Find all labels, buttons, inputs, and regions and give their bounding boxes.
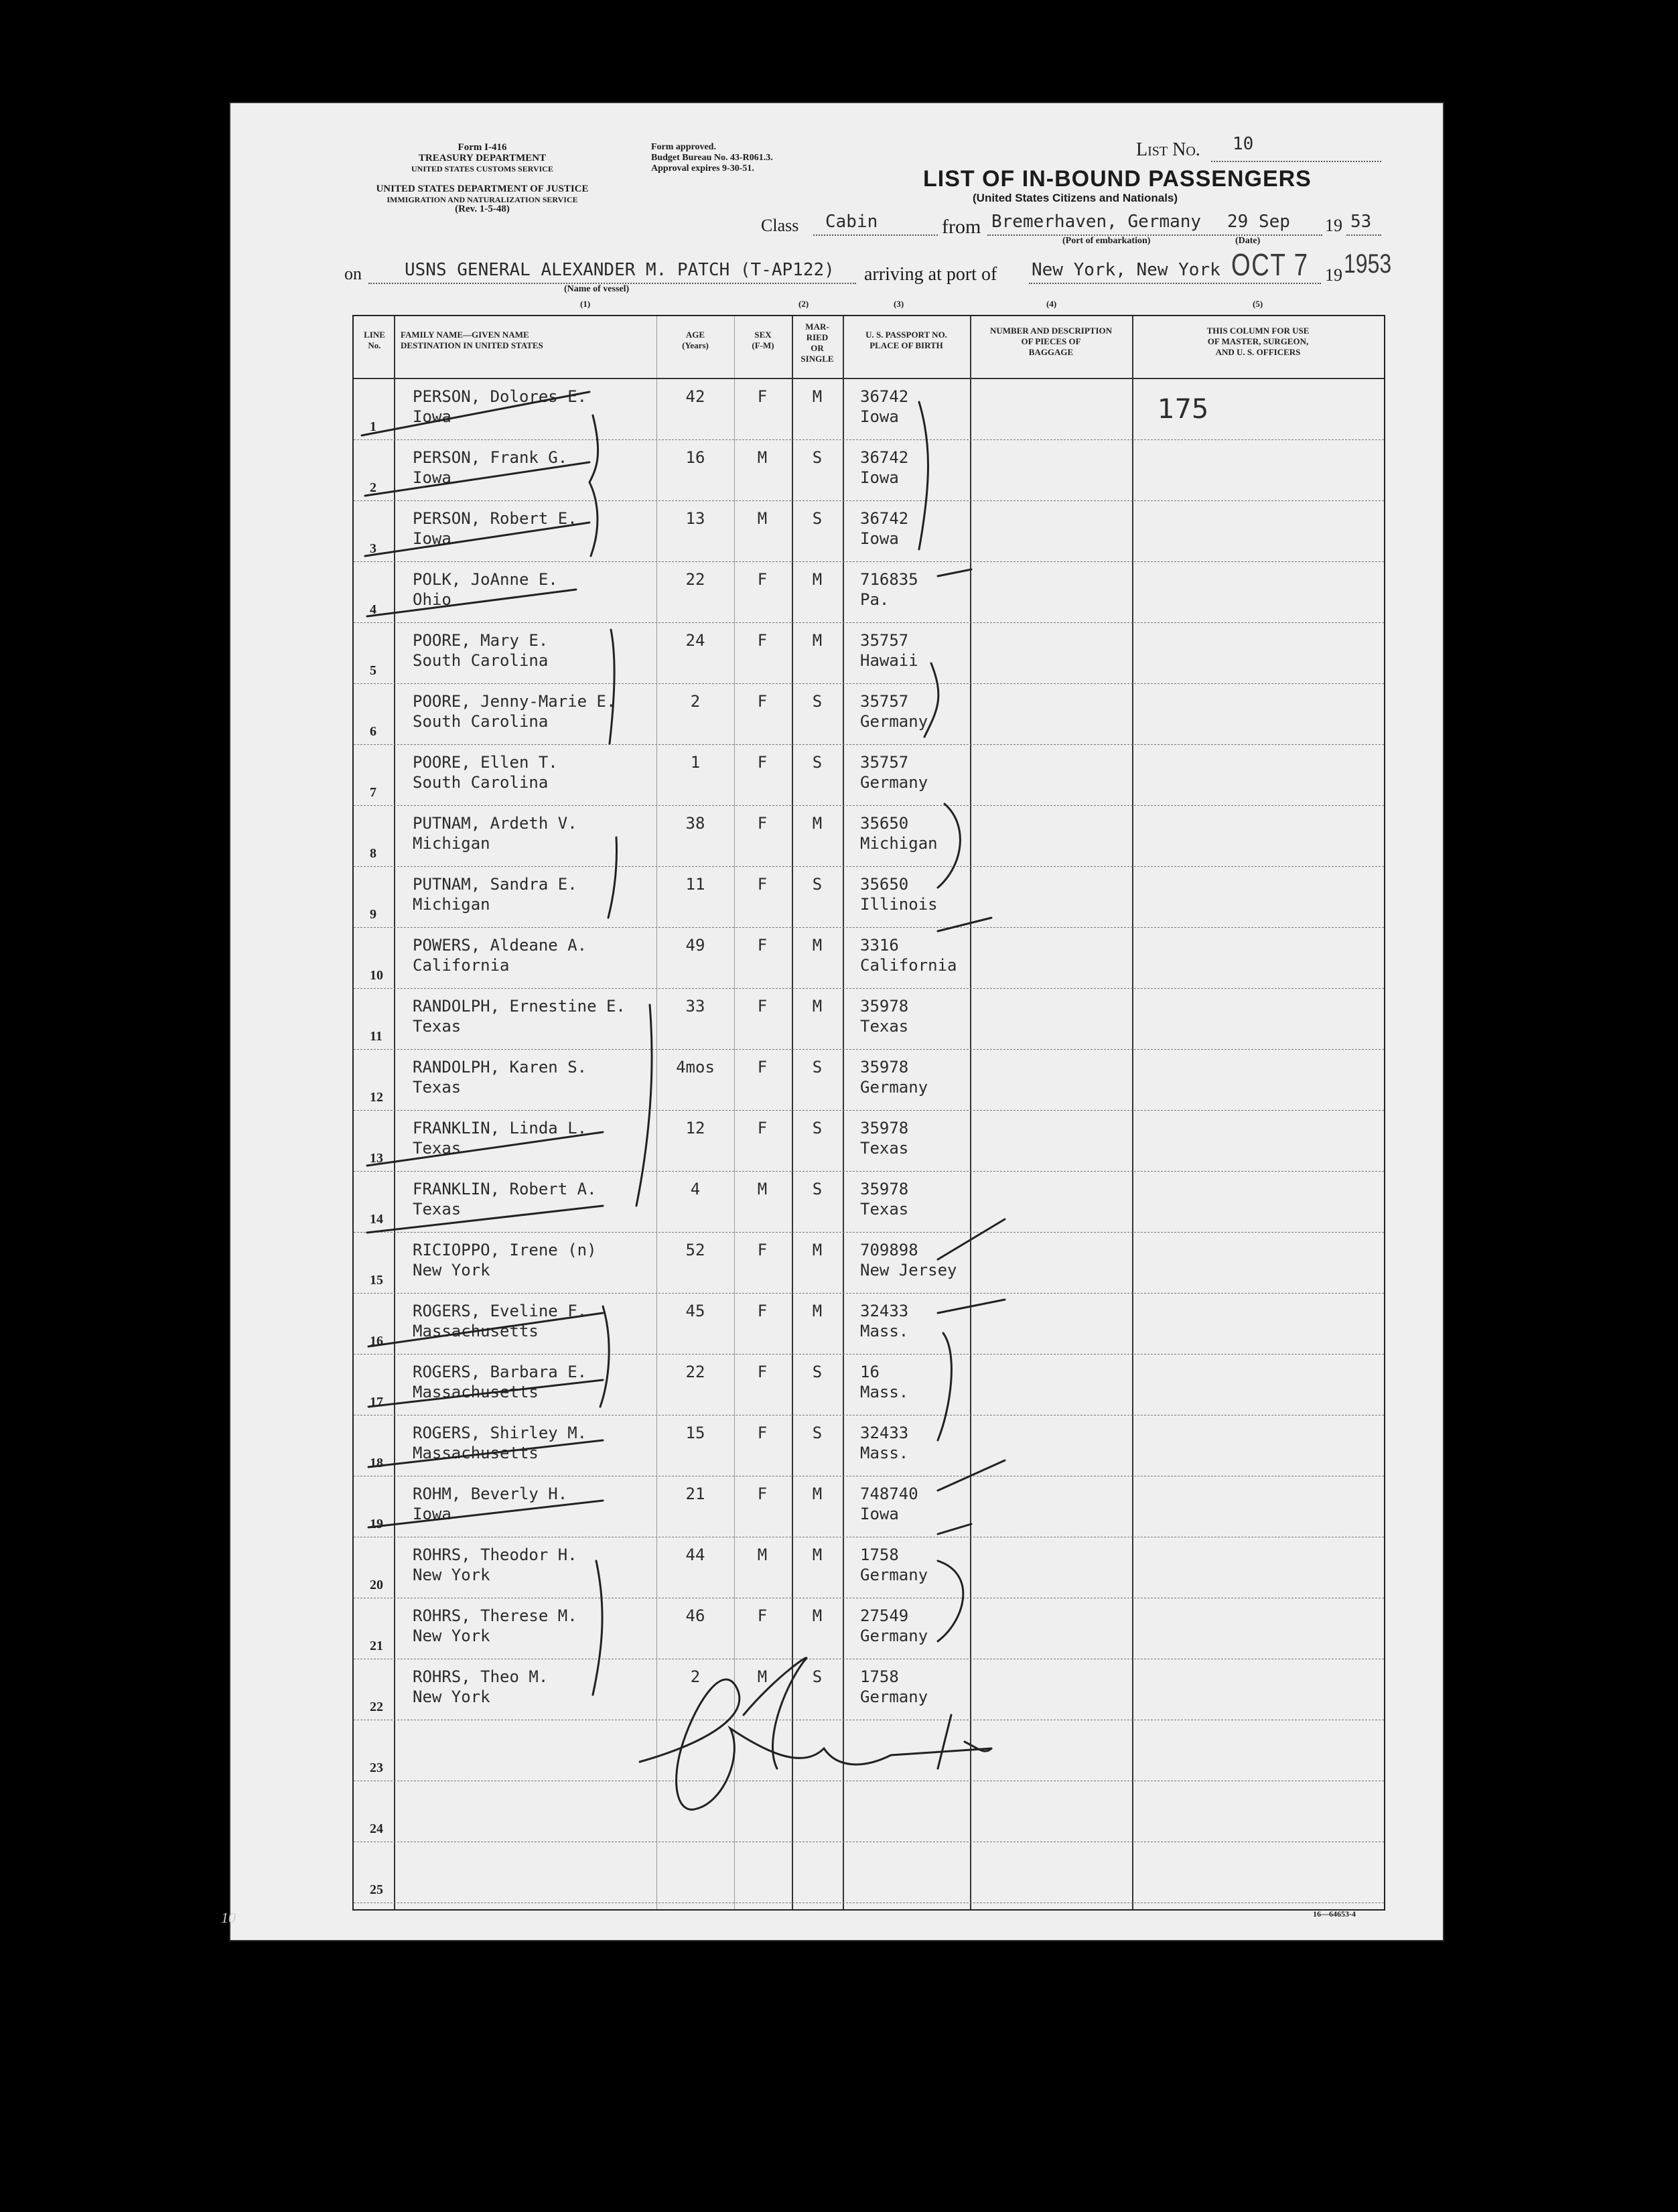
passenger-name: PERSON, Robert E. (413, 509, 577, 528)
from-value: Bremerhaven, Germany (991, 212, 1202, 232)
list-no-value: 10 (1233, 134, 1254, 154)
passenger-sex: F (757, 1241, 768, 1259)
table-row (354, 684, 1384, 744)
line-number: 18 (370, 1456, 383, 1470)
line-number: 11 (370, 1029, 382, 1044)
passenger-destination: Michigan (413, 834, 490, 853)
passport-number: 709898 (860, 1241, 918, 1259)
table-row (354, 1111, 1384, 1171)
revision: (Rev. 1-5-48) (455, 204, 510, 214)
passenger-age: 45 (685, 1302, 705, 1320)
passenger-destination: South Carolina (413, 712, 549, 731)
line-number: 9 (370, 907, 376, 922)
passport-number: 35978 (860, 1180, 909, 1198)
table-row (354, 1720, 1384, 1781)
passenger-sex: F (757, 753, 768, 772)
passport-number: 35978 (860, 1058, 909, 1077)
passenger-destination: Massachusetts (413, 1383, 539, 1401)
passenger-destination: Massachusetts (413, 1322, 539, 1340)
table-row (354, 623, 1384, 683)
passport-number: 35757 (860, 692, 909, 711)
place-of-birth: Texas (860, 1139, 909, 1158)
passenger-sex: F (757, 1363, 768, 1381)
place-of-birth: Germany (860, 1078, 928, 1097)
passenger-destination: Texas (413, 1017, 462, 1036)
passenger-destination: New York (413, 1687, 490, 1706)
form-approved: Form approved. (651, 142, 716, 152)
table-row (354, 562, 1384, 622)
table-row (354, 1476, 1384, 1537)
line-number: 7 (370, 785, 376, 800)
passenger-age: 13 (685, 509, 705, 528)
passport-number: 1758 (860, 1667, 899, 1686)
line-number: 13 (370, 1151, 383, 1166)
arriving-label: arriving at port of (864, 264, 997, 285)
place-of-birth: Iowa (860, 468, 899, 487)
passenger-age: 1 (690, 753, 701, 772)
passenger-age: 4mos (676, 1058, 715, 1077)
passenger-name: PUTNAM, Sandra E. (413, 875, 577, 894)
justice-dept: UNITED STATES DEPARTMENT OF JUSTICE (376, 184, 589, 194)
passenger-age: 2 (690, 692, 701, 711)
passenger-destination: South Carolina (413, 651, 549, 670)
passport-number: 36742 (860, 448, 909, 467)
passenger-name: POORE, Jenny-Marie E. (413, 692, 616, 711)
passenger-age: 2 (690, 1667, 701, 1686)
passenger-sex: F (757, 1058, 768, 1077)
table-row (354, 1781, 1384, 1842)
passenger-name: RANDOLPH, Ernestine E. (413, 997, 626, 1016)
list-no-label: List No. (1136, 139, 1200, 160)
passenger-age: 46 (685, 1606, 705, 1625)
table-row (354, 745, 1384, 805)
line-number: 22 (370, 1700, 383, 1714)
passport-number: 35757 (860, 631, 909, 650)
class-value: Cabin (825, 212, 878, 232)
place-of-birth: Pa. (860, 590, 890, 609)
passenger-destination: Iowa (413, 529, 451, 548)
table-row (354, 1598, 1384, 1659)
passenger-sex: M (757, 1545, 768, 1564)
arrival-stamp-year: 1953 (1344, 249, 1392, 279)
line-number: 3 (370, 541, 376, 556)
col-header-married: MAR- RIED OR SINGLE (800, 322, 834, 364)
passenger-age: 49 (685, 936, 705, 955)
passenger-name: ROHRS, Theodor H. (413, 1545, 577, 1564)
passenger-sex: F (757, 1484, 768, 1503)
place-of-birth: Germany (860, 1627, 928, 1645)
passenger-marital-status: S (812, 1667, 823, 1686)
passenger-sex: M (757, 1180, 768, 1198)
passport-number: 716835 (860, 570, 918, 589)
passenger-destination: New York (413, 1261, 490, 1280)
passenger-age: 52 (685, 1241, 705, 1259)
passenger-destination: South Carolina (413, 773, 549, 792)
passenger-marital-status: S (812, 1058, 823, 1077)
passenger-age: 12 (685, 1119, 705, 1137)
passenger-age: 22 (685, 570, 705, 589)
passenger-sex: F (757, 1606, 768, 1625)
passenger-destination: Ohio (413, 590, 451, 609)
passport-number: 748740 (860, 1484, 918, 1503)
col-num-2: (2) (798, 299, 809, 309)
passenger-sex: F (757, 631, 768, 650)
passenger-age: 21 (685, 1484, 705, 1503)
line-number: 12 (370, 1090, 383, 1105)
place-of-birth: Germany (860, 1687, 928, 1706)
place-of-birth: Germany (860, 773, 928, 792)
col-num-3: (3) (894, 299, 904, 309)
passenger-marital-status: S (812, 1424, 823, 1442)
passenger-marital-status: M (812, 1302, 823, 1320)
table-row (354, 1233, 1384, 1293)
passport-number: 35650 (860, 875, 909, 894)
passenger-marital-status: M (812, 997, 823, 1016)
arrival-stamp-date: OCT 7 (1231, 247, 1309, 282)
passenger-age: 33 (685, 997, 705, 1016)
col-num-4: (4) (1046, 299, 1057, 309)
passenger-name: ROHRS, Theo M. (413, 1667, 549, 1686)
officer-note: 175 (1158, 394, 1209, 425)
passenger-sex: F (757, 936, 768, 955)
passenger-sex: M (757, 509, 768, 528)
passenger-sex: M (757, 1667, 768, 1686)
place-of-birth: Iowa (860, 1505, 899, 1523)
passenger-name: FRANKLIN, Linda L. (413, 1119, 587, 1137)
vessel-caption: (Name of vessel) (564, 284, 630, 294)
passenger-marital-status: S (812, 1363, 823, 1381)
passenger-name: ROGERS, Eveline F. (413, 1302, 587, 1320)
passenger-destination: Michigan (413, 895, 490, 914)
passenger-sex: F (757, 387, 768, 406)
passenger-name: PERSON, Dolores E. (413, 387, 587, 406)
line-number: 16 (370, 1334, 383, 1349)
passport-number: 16 (860, 1363, 880, 1381)
form-number: Form I-416 (458, 142, 507, 153)
passenger-marital-status: M (812, 1484, 823, 1503)
line-number: 23 (370, 1760, 383, 1775)
place-of-birth: Texas (860, 1200, 909, 1219)
passenger-marital-status: M (812, 1606, 823, 1625)
passenger-destination: California (413, 956, 510, 975)
passenger-name: PERSON, Frank G. (413, 448, 568, 467)
passenger-name: POORE, Ellen T. (413, 753, 558, 772)
line-number: 10 (370, 968, 383, 983)
passenger-name: ROGERS, Barbara E. (413, 1363, 587, 1381)
year-prefix: 19 (1325, 216, 1342, 235)
line-number: 4 (370, 602, 376, 617)
table-row (354, 1659, 1384, 1720)
passenger-age: 38 (685, 814, 705, 833)
passenger-sex: F (757, 1119, 768, 1137)
passenger-age: 42 (685, 387, 705, 406)
line-number: 21 (370, 1639, 383, 1653)
passenger-name: FRANKLIN, Robert A. (413, 1180, 597, 1198)
table-row (354, 379, 1384, 439)
place-of-birth: Germany (860, 712, 928, 731)
passenger-marital-status: S (812, 1180, 823, 1198)
arrival-year-prefix: 19 (1325, 265, 1342, 285)
table-row (354, 867, 1384, 927)
passenger-destination: New York (413, 1627, 490, 1645)
page-title: LIST OF IN-BOUND PASSENGERS (923, 166, 1312, 192)
passport-number: 35650 (860, 814, 909, 833)
passenger-marital-status: S (812, 753, 823, 772)
margin-mark: 10 (221, 1909, 236, 1926)
line-number: 2 (370, 480, 376, 495)
passenger-name: PUTNAM, Ardeth V. (413, 814, 577, 833)
place-of-birth: Germany (860, 1566, 928, 1584)
passport-number: 3316 (860, 936, 899, 955)
from-label: from (942, 216, 981, 238)
passport-number: 27549 (860, 1606, 909, 1625)
departure-date: 29 Sep (1227, 212, 1290, 232)
col-num-1: (1) (580, 299, 591, 309)
col-header-name: FAMILY NAME—GIVEN NAME DESTINATION IN UNITED STATES (401, 330, 543, 350)
col-header-age: AGE (Years) (682, 330, 709, 350)
passenger-name: ROHM, Beverly H. (413, 1484, 568, 1503)
passenger-marital-status: S (812, 875, 823, 894)
passport-number: 35978 (860, 997, 909, 1016)
passport-number: 36742 (860, 387, 909, 406)
passenger-name: ROGERS, Shirley M. (413, 1424, 587, 1442)
passenger-name: POWERS, Aldeane A. (413, 936, 587, 955)
vessel-name: USNS GENERAL ALEXANDER M. PATCH (T-AP122) (405, 260, 835, 280)
passenger-sex: F (757, 692, 768, 711)
passenger-marital-status: M (812, 1241, 823, 1259)
line-number: 1 (370, 419, 376, 434)
table-row (354, 989, 1384, 1049)
page-subtitle: (United States Citizens and Nationals) (973, 192, 1178, 204)
treasury-dept: TREASURY DEPARTMENT (418, 153, 547, 163)
passenger-sex: M (757, 448, 768, 467)
line-number: 24 (370, 1821, 383, 1836)
date-caption: (Date) (1235, 236, 1261, 246)
passenger-marital-status: M (812, 631, 823, 650)
passenger-destination: Texas (413, 1139, 462, 1158)
col-header-officers: THIS COLUMN FOR USE OF MASTER, SURGEON, AND U. S. OFFICERS (1206, 326, 1310, 357)
passenger-destination: Iowa (413, 1505, 451, 1523)
line-number: 20 (370, 1578, 383, 1592)
passport-number: 36742 (860, 509, 909, 528)
passport-number: 32433 (860, 1424, 909, 1442)
passenger-name: RICIOPPO, Irene (n) (413, 1241, 597, 1259)
passenger-marital-status: S (812, 448, 823, 467)
line-number: 6 (370, 724, 376, 739)
line-number: 8 (370, 846, 376, 861)
on-label: on (344, 264, 362, 283)
passenger-marital-status: M (812, 814, 823, 833)
passenger-age: 15 (685, 1424, 705, 1442)
passenger-sex: F (757, 875, 768, 894)
passenger-age: 16 (685, 448, 705, 467)
passenger-sex: F (757, 1302, 768, 1320)
table-row (354, 806, 1384, 866)
passenger-name: ROHRS, Therese M. (413, 1606, 577, 1625)
passenger-name: POLK, JoAnne E. (413, 570, 558, 589)
passport-number: 35757 (860, 753, 909, 772)
approval-expires: Approval expires 9-30-51. (651, 163, 754, 174)
footer-code: 16—64653-4 (1313, 1909, 1356, 1919)
line-number: 25 (370, 1882, 383, 1897)
passport-number: 32433 (860, 1302, 909, 1320)
col-header-baggage: NUMBER AND DESCRIPTION OF PIECES OF BAGGAGE (989, 326, 1113, 357)
passenger-age: 22 (685, 1363, 705, 1381)
table-row (354, 1050, 1384, 1110)
passport-number: 1758 (860, 1545, 899, 1564)
place-of-birth: Texas (860, 1017, 909, 1036)
table-row (354, 1537, 1384, 1598)
budget-bureau: Budget Bureau No. 43-R061.3. (651, 153, 773, 163)
passenger-name: POORE, Mary E. (413, 631, 549, 650)
passenger-sex: F (757, 997, 768, 1016)
passenger-sex: F (757, 814, 768, 833)
immigration-service: IMMIGRATION AND NATURALIZATION SERVICE (387, 195, 578, 204)
passenger-marital-status: M (812, 387, 823, 406)
passenger-marital-status: M (812, 1545, 823, 1564)
place-of-birth: California (860, 956, 957, 975)
passenger-age: 24 (685, 631, 705, 650)
year-value: 53 (1350, 212, 1372, 232)
passenger-marital-status: S (812, 1119, 823, 1137)
line-number: 15 (370, 1273, 383, 1288)
passenger-destination: Iowa (413, 407, 451, 426)
customs-service: UNITED STATES CUSTOMS SERVICE (411, 164, 553, 174)
passenger-marital-status: M (812, 936, 823, 955)
passenger-age: 11 (685, 875, 705, 894)
col-num-5: (5) (1253, 299, 1263, 309)
class-label: Class (761, 216, 799, 235)
col-header-sex: SEX (F-M) (752, 330, 774, 350)
line-number: 14 (370, 1212, 383, 1227)
col-header-passport: U. S. PASSPORT NO. PLACE OF BIRTH (865, 330, 947, 350)
passenger-sex: F (757, 1424, 768, 1442)
passport-number: 35978 (860, 1119, 909, 1137)
table-row (354, 928, 1384, 988)
line-number: 5 (370, 663, 376, 678)
passenger-age: 44 (685, 1545, 705, 1564)
place-of-birth: Mass. (860, 1322, 909, 1340)
table-row (354, 1172, 1384, 1232)
table-row (354, 440, 1384, 500)
line-number: 17 (370, 1395, 383, 1409)
table-row (354, 501, 1384, 561)
place-of-birth: Mass. (860, 1444, 909, 1462)
passenger-name: RANDOLPH, Karen S. (413, 1058, 587, 1077)
passenger-destination: New York (413, 1566, 490, 1584)
table-row (354, 1842, 1384, 1903)
passenger-sex: F (757, 570, 768, 589)
table-row (354, 1355, 1384, 1415)
passenger-destination: Massachusetts (413, 1444, 539, 1462)
passenger-marital-status: S (812, 509, 823, 528)
passenger-destination: Iowa (413, 468, 451, 487)
col-header-line: LINE No. (364, 330, 385, 350)
passenger-destination: Texas (413, 1078, 462, 1097)
table-row (354, 1415, 1384, 1476)
place-of-birth: New Jersey (860, 1261, 957, 1280)
passenger-age: 4 (690, 1180, 701, 1198)
passenger-table (352, 315, 1385, 1911)
passenger-destination: Texas (413, 1200, 462, 1219)
table-row (354, 1294, 1384, 1354)
place-of-birth: Michigan (860, 834, 938, 853)
place-of-birth: Iowa (860, 407, 899, 426)
place-of-birth: Illinois (860, 895, 938, 914)
port-embark-caption: (Port of embarkation) (1062, 236, 1151, 246)
passenger-marital-status: S (812, 692, 823, 711)
place-of-birth: Hawaii (860, 651, 918, 670)
place-of-birth: Iowa (860, 529, 899, 548)
arrival-port: New York, New York (1032, 260, 1220, 280)
passenger-marital-status: M (812, 570, 823, 589)
place-of-birth: Mass. (860, 1383, 909, 1401)
line-number: 19 (370, 1517, 383, 1531)
